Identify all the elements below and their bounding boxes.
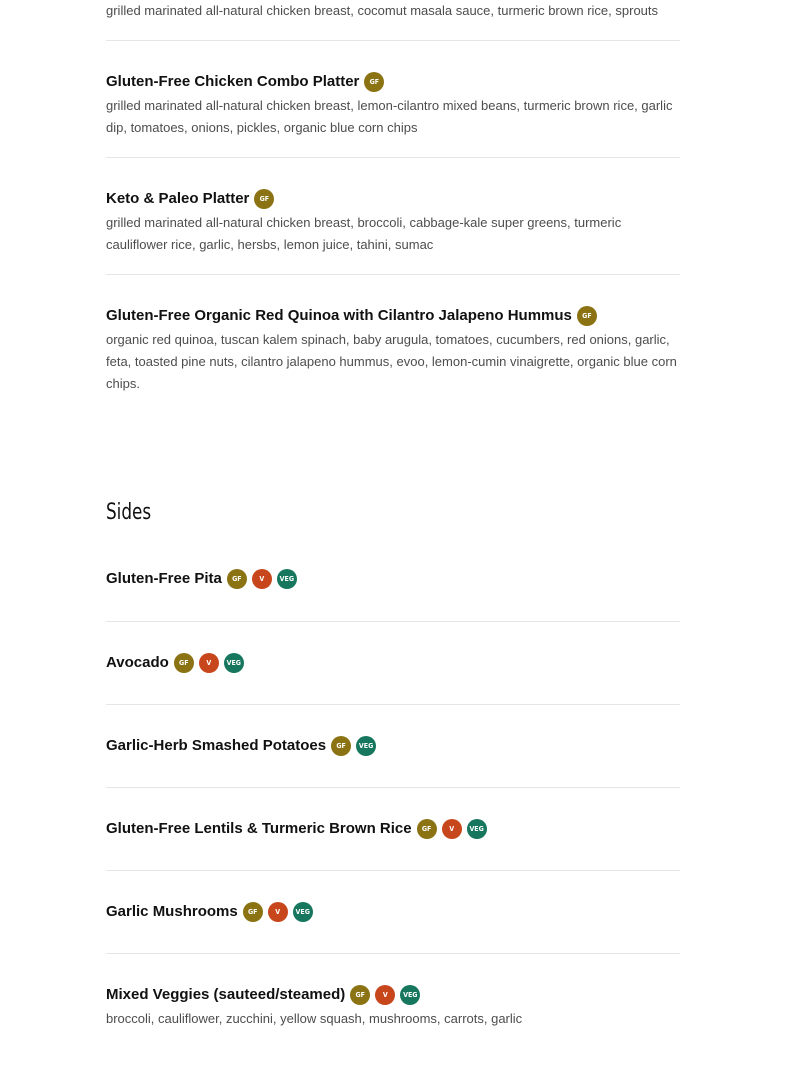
vegetarian-badge: VEG <box>400 985 420 1005</box>
item-title-row <box>106 72 680 92</box>
item-title-row <box>106 736 680 756</box>
item-title-row <box>106 189 680 209</box>
item-description: organic red quinoa, tuscan kalem spinach, baby arugula, tomatoes, cucumbers, red onions, garlic, feta, toasted pine nuts, cilantro jalapeno hummus, evoo, lemon-cumin vinaigrette, organic blue corn chips. <box>106 332 677 391</box>
menu-item <box>106 622 680 705</box>
item-description: grilled marinated all-natural chicken breast, broccoli, cabbage-kale super greens, turmeric cauliflower rice, garlic, hersbs, lemon juice, tahini, sumac <box>106 215 622 252</box>
vegetarian-badge: VEG <box>356 736 376 756</box>
vegan-badge: V <box>252 569 272 589</box>
item-title-row <box>106 819 680 839</box>
menu-item <box>106 41 680 158</box>
item-name: Avocado <box>106 654 169 671</box>
menu-item <box>106 0 680 41</box>
menu-item <box>106 788 680 871</box>
menu-item <box>106 275 680 395</box>
item-title-row <box>106 306 680 326</box>
item-name: Gluten-Free Lentils & Turmeric Brown Rice <box>106 820 412 837</box>
gluten-free-badge: GF <box>227 569 247 589</box>
gluten-free-badge: GF <box>174 653 194 673</box>
menu-item <box>106 871 680 954</box>
vegetarian-badge: VEG <box>467 819 487 839</box>
item-title-row <box>106 985 680 1005</box>
item-name: Gluten-Free Organic Red Quinoa with Cilantro Jalapeno Hummus <box>106 307 572 324</box>
item-name: Gluten-Free Chicken Combo Platter <box>106 73 360 90</box>
item-name: Garlic-Herb Smashed Potatoes <box>106 737 327 754</box>
vegetarian-badge: VEG <box>224 653 244 673</box>
menu <box>106 0 680 1030</box>
gluten-free-badge: GF <box>364 72 384 92</box>
item-name: Keto & Paleo Platter <box>106 190 250 207</box>
gluten-free-badge: GF <box>331 736 351 756</box>
vegetarian-badge: VEG <box>277 569 297 589</box>
vegan-badge: V <box>268 902 288 922</box>
gluten-free-badge: GF <box>417 819 437 839</box>
vegetarian-badge: VEG <box>293 902 313 922</box>
gluten-free-badge: GF <box>350 985 370 1005</box>
vegan-badge: V <box>375 985 395 1005</box>
item-description: broccoli, cauliflower, zucchini, yellow squash, mushrooms, carrots, garlic <box>106 1011 523 1026</box>
item-description: grilled marinated all-natural chicken breast, lemon-cilantro mixed beans, turmeric brown rice, garlic dip, tomatoes, onions, pickles, organic blue corn chips <box>106 98 673 135</box>
menu-item <box>106 528 680 622</box>
menu-item <box>106 954 680 1030</box>
item-name: Gluten-Free Pita <box>106 570 222 587</box>
section-heading: Sides <box>106 500 152 525</box>
gluten-free-badge: GF <box>577 306 597 326</box>
sides-section <box>106 498 680 1030</box>
vegan-badge: V <box>199 653 219 673</box>
menu-item <box>106 705 680 788</box>
item-title-row <box>106 569 680 589</box>
item-name: Garlic Mushrooms <box>106 903 238 920</box>
gluten-free-badge: GF <box>243 902 263 922</box>
menu-item <box>106 158 680 275</box>
item-name: Mixed Veggies (sauteed/steamed) <box>106 986 346 1003</box>
item-title-row <box>106 902 680 922</box>
item-description: grilled marinated all-natural chicken breast, cocomut masala sauce, turmeric brown rice, sprouts <box>106 3 659 18</box>
item-title-row <box>106 653 680 673</box>
gluten-free-badge: GF <box>254 189 274 209</box>
vegan-badge: V <box>442 819 462 839</box>
